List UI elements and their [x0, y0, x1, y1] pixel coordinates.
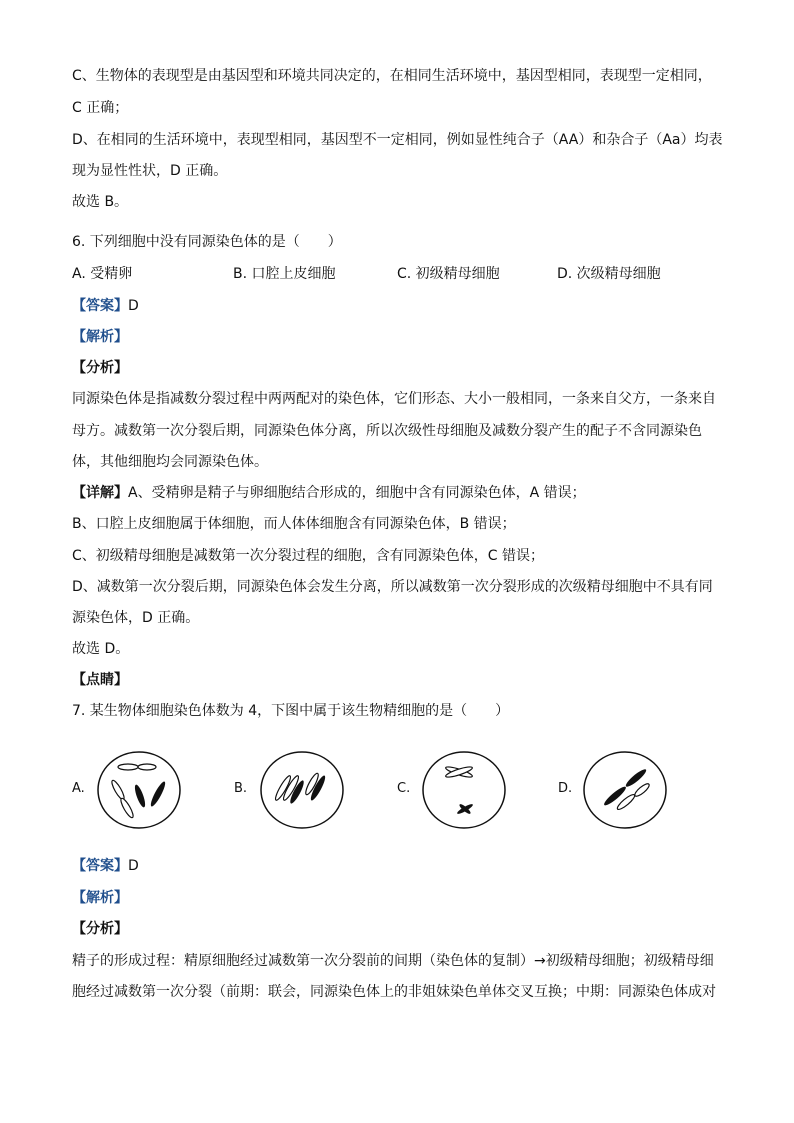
q6-option-d: D. 次级精母细胞	[557, 266, 661, 282]
answer-value: D	[128, 298, 139, 314]
q6-final-choice: 故选 D。	[72, 641, 130, 657]
detail-a-text: A、受精卵是精子与卵细胞结合形成的，细胞中含有同源染色体，A 错误；	[128, 485, 586, 501]
cell-b-label: B.	[234, 781, 248, 796]
q6-detail-line-d-cont: 源染色体，D 正确。	[72, 610, 200, 626]
q6-analysis-line-2: 母方。减数第一次分裂后期，同源染色体分离，所以次级性母细胞及减数分裂产生的配子不含同源染色	[72, 423, 702, 439]
explanation-line-d-cont: 现为显性性状，D 正确。	[72, 163, 228, 179]
answer-tag: 【答案】	[72, 298, 128, 314]
cell-c-diagram	[421, 750, 507, 830]
cell-c-label: C.	[397, 781, 411, 796]
cell-a-diagram	[96, 750, 182, 830]
q7-fenxi-tag: 【分析】	[72, 921, 128, 937]
q7-analysis-line-2: 胞经过减数第一次分裂（前期：联会，同源染色体上的非姐妹染色单体交叉互换；中期：同源染色体成对	[72, 984, 716, 1000]
q6-dianjing-tag: 【点睛】	[72, 672, 128, 688]
q6-detail-line-d: D、减数第一次分裂后期，同源染色体会发生分离，所以减数第一次分裂形成的次级精母细胞中不具有同	[72, 579, 713, 595]
q6-option-b: B. 口腔上皮细胞	[233, 266, 336, 282]
q6-fenxi-tag: 【分析】	[72, 360, 128, 376]
q6-detail-line-b: B、口腔上皮细胞属于体细胞，而人体体细胞含有同源染色体，B 错误；	[72, 516, 516, 532]
detail-tag: 【详解】	[72, 485, 128, 501]
cell-d-diagram	[582, 750, 668, 830]
question-6-stem: 6. 下列细胞中没有同源染色体的是（ ）	[72, 234, 342, 250]
q6-analysis-line-3: 体，其他细胞均会同源染色体。	[72, 454, 268, 470]
q7-analysis-tag: 【解析】	[72, 890, 128, 906]
explanation-line-c: C、生物体的表现型是由基因型和环境共同决定的，在相同生活环境中，基因型相同，表现型一定相同，	[72, 68, 712, 84]
q6-analysis-tag: 【解析】	[72, 329, 128, 345]
q7-answer-row	[72, 856, 139, 876]
answer-value: D	[128, 858, 139, 874]
q6-option-c: C. 初级精母细胞	[397, 266, 500, 282]
cell-b-diagram	[259, 750, 345, 830]
q6-answer-row	[72, 296, 139, 316]
answer-choice-line: 故选 B。	[72, 194, 129, 210]
q6-detail-line-c: C、初级精母细胞是减数第一次分裂过程的细胞，含有同源染色体，C 错误；	[72, 548, 544, 564]
q7-analysis-line-1: 精子的形成过程：精原细胞经过减数第一次分裂前的间期（染色体的复制）→初级精母细胞；初级精母细	[72, 953, 714, 969]
q6-analysis-line-1: 同源染色体是指减数分裂过程中两两配对的染色体，它们形态、大小一般相同，一条来自父方，一条来自	[72, 391, 716, 407]
q6-detail-line-a	[72, 483, 586, 503]
explanation-line-d: D、在相同的生活环境中，表现型相同，基因型不一定相同，例如显性纯合子（AA）和杂合子（Aa）均表	[72, 132, 723, 148]
cell-d-label: D.	[558, 781, 573, 796]
answer-tag: 【答案】	[72, 858, 128, 874]
q6-option-a: A. 受精卵	[72, 266, 133, 282]
explanation-line-c-cont: C 正确；	[72, 100, 129, 116]
question-7-stem: 7. 某生物体细胞染色体数为 4，下图中属于该生物精细胞的是（ ）	[72, 703, 510, 719]
cell-a-label: A.	[72, 781, 85, 796]
